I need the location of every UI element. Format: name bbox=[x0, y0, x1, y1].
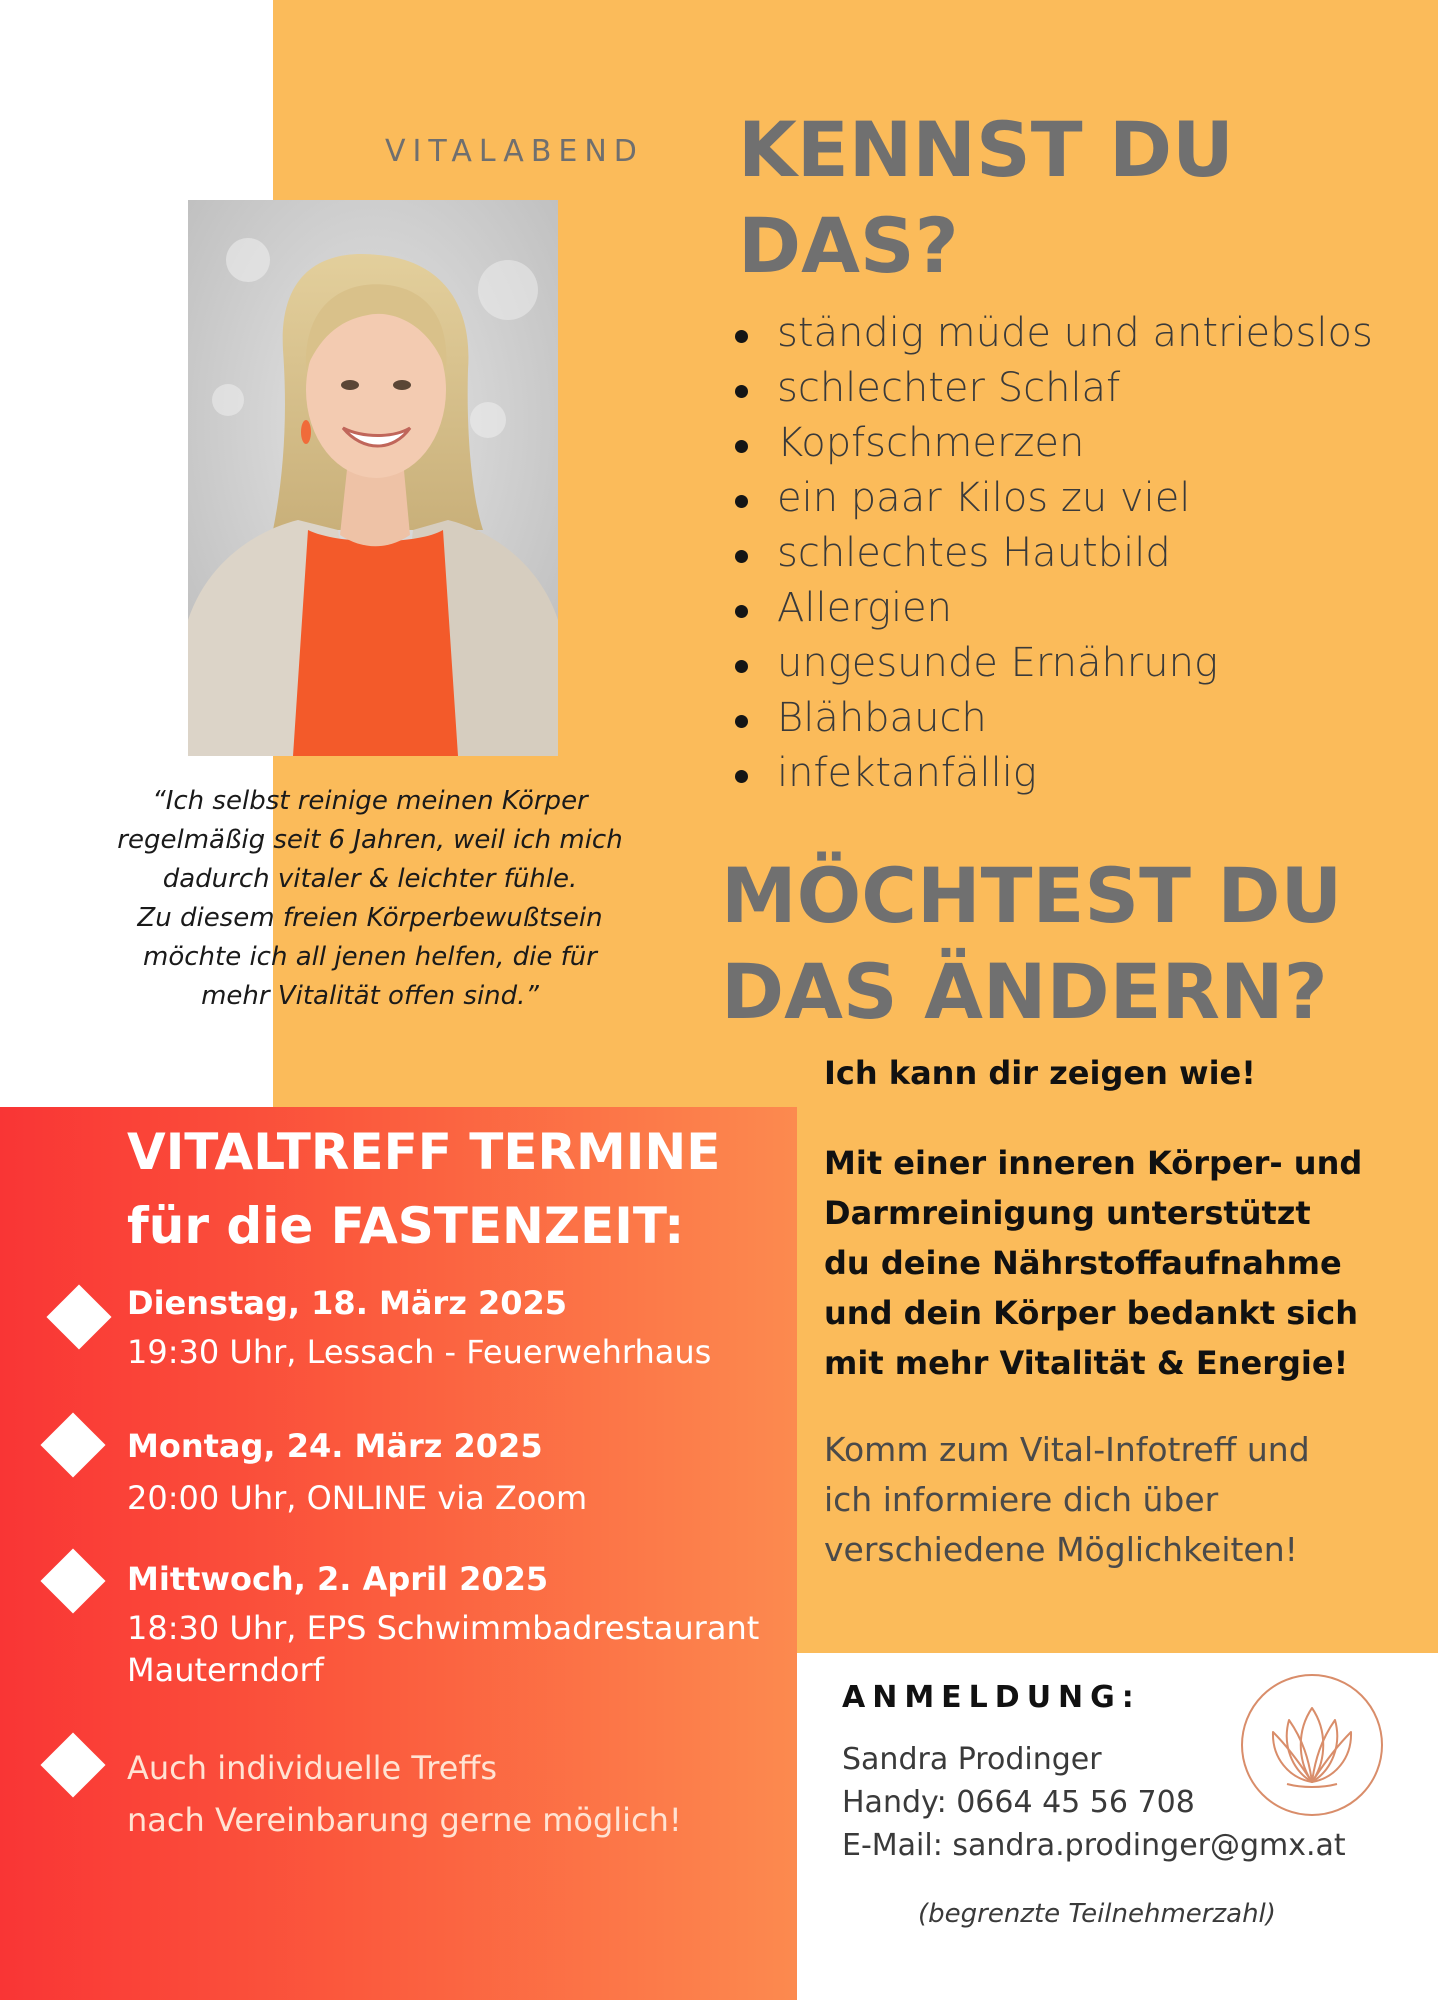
pitch-line: und dein Körper bedankt sich bbox=[824, 1294, 1359, 1332]
pitch-line: Mit einer inneren Körper- und bbox=[824, 1144, 1363, 1182]
list-item bbox=[733, 746, 1373, 801]
headline-kennst-du bbox=[738, 102, 1398, 294]
headline-line: MÖCHTEST DU bbox=[721, 851, 1343, 940]
symptom-list bbox=[733, 306, 1373, 801]
headline-moechtest-du bbox=[721, 848, 1421, 1040]
testimonial-quote bbox=[100, 782, 640, 1016]
bullet-icon bbox=[735, 385, 748, 398]
bullet-icon bbox=[735, 715, 748, 728]
pitch-body bbox=[824, 1138, 1424, 1388]
bullet-icon bbox=[735, 440, 748, 453]
quote-line: Zu diesem freien Körperbewußtsein bbox=[137, 903, 603, 933]
headline-line: KENNST DU bbox=[738, 105, 1234, 194]
invite-line: ich informiere dich über bbox=[824, 1480, 1219, 1519]
list-item bbox=[733, 691, 1373, 746]
list-item bbox=[733, 361, 1373, 416]
invite-line: verschiedene Möglichkeiten! bbox=[824, 1530, 1298, 1569]
invite-text bbox=[824, 1425, 1424, 1575]
note-line: nach Vereinbarung gerne möglich! bbox=[127, 1801, 682, 1839]
quote-line: mehr Vitalität offen sind.” bbox=[201, 981, 539, 1011]
quote-line: “Ich selbst reinige meinen Körper bbox=[152, 786, 588, 816]
symptom-text: ein paar Kilos zu viel bbox=[777, 475, 1191, 521]
event-date: Montag, 24. März 2025 bbox=[127, 1427, 543, 1465]
symptom-text: infektanfällig bbox=[777, 750, 1037, 796]
portrait-photo bbox=[188, 200, 558, 756]
bullet-icon bbox=[735, 660, 748, 673]
symptom-text: schlechtes Hautbild bbox=[777, 530, 1171, 576]
list-item bbox=[733, 526, 1373, 581]
symptom-text: schlechter Schlaf bbox=[777, 365, 1121, 411]
pitch-line: du deine Nährstoffaufnahme bbox=[824, 1244, 1342, 1282]
limited-participants-note: (begrenzte Teilnehmerzahl) bbox=[918, 1899, 1276, 1929]
event-detail: Mauterndorf bbox=[127, 1651, 324, 1689]
termine-title bbox=[127, 1115, 787, 1263]
symptom-text: Kopfschmerzen bbox=[777, 420, 1085, 466]
contact-phone: Handy: 0664 45 56 708 bbox=[842, 1785, 1195, 1820]
bullet-icon bbox=[735, 550, 748, 563]
contact-name: Sandra Prodinger bbox=[842, 1742, 1102, 1777]
invite-line: Komm zum Vital-Infotreff und bbox=[824, 1430, 1310, 1469]
event-date: Dienstag, 18. März 2025 bbox=[127, 1284, 568, 1322]
kicker-vitalabend: VITALABEND bbox=[385, 134, 644, 169]
event-date: Mittwoch, 2. April 2025 bbox=[127, 1560, 549, 1598]
bullet-icon bbox=[735, 770, 748, 783]
event-detail: 19:30 Uhr, Lessach - Feuerwehrhaus bbox=[127, 1333, 712, 1371]
bullet-icon bbox=[735, 330, 748, 343]
symptom-text: ungesunde Ernährung bbox=[777, 640, 1218, 686]
event-detail: 18:30 Uhr, EPS Schwimmbadrestaurant bbox=[127, 1609, 760, 1647]
quote-line: regelmäßig seit 6 Jahren, weil ich mich bbox=[117, 825, 623, 855]
symptom-text: Allergien bbox=[777, 585, 953, 631]
list-item bbox=[733, 636, 1373, 691]
list-item bbox=[733, 306, 1373, 361]
list-item bbox=[733, 581, 1373, 636]
list-item bbox=[733, 471, 1373, 526]
symptom-text: ständig müde und antriebslos bbox=[777, 310, 1373, 356]
headline-line: DAS? bbox=[738, 201, 959, 290]
pitch-line: mit mehr Vitalität & Energie! bbox=[824, 1344, 1349, 1382]
list-item bbox=[733, 416, 1373, 471]
individual-note bbox=[127, 1742, 807, 1846]
note-line: Auch individuelle Treffs bbox=[127, 1749, 498, 1787]
contact-email: E-Mail: sandra.prodinger@gmx.at bbox=[842, 1828, 1346, 1863]
pitch-line: Darmreinigung unterstützt bbox=[824, 1194, 1311, 1232]
termine-title-line: VITALTREFF TERMINE bbox=[127, 1123, 721, 1181]
anmeldung-label: ANMELDUNG: bbox=[842, 1680, 1141, 1715]
quote-line: dadurch vitaler & leichter fühle. bbox=[162, 864, 578, 894]
headline-line: DAS ÄNDERN? bbox=[721, 947, 1328, 1036]
pitch-short: Ich kann dir zeigen wie! bbox=[824, 1054, 1256, 1092]
lotus-logo-icon bbox=[1237, 1670, 1387, 1820]
termine-title-line: für die FASTENZEIT: bbox=[127, 1197, 685, 1255]
bullet-icon bbox=[735, 495, 748, 508]
quote-line: möchte ich all jenen helfen, die für bbox=[143, 942, 597, 972]
symptom-text: Blähbauch bbox=[777, 695, 987, 741]
bullet-icon bbox=[735, 605, 748, 618]
event-detail: 20:00 Uhr, ONLINE via Zoom bbox=[127, 1479, 588, 1517]
